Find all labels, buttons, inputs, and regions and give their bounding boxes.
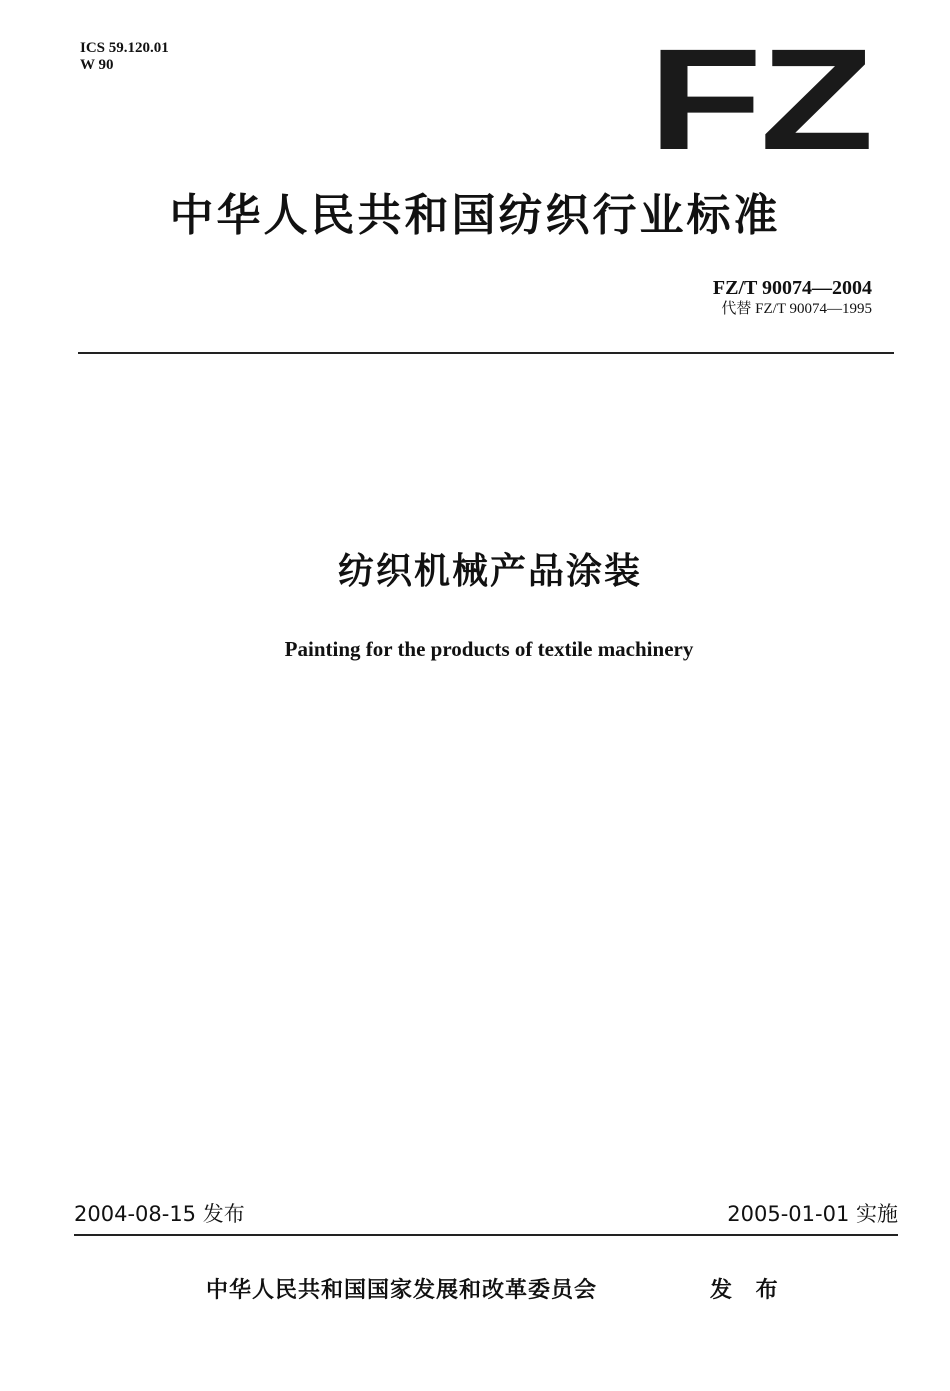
standard-code: FZ/T 90074—2004 — [712, 277, 872, 299]
bottom-divider — [74, 1234, 898, 1236]
publish-label: 发 布 — [710, 1278, 786, 1303]
classification-codes — [80, 40, 169, 74]
standard-category-title: 中华人民共和国纺织行业标准 — [169, 190, 781, 241]
fz-logo: FZ — [648, 19, 872, 180]
ccs-code: W 90 — [80, 57, 114, 73]
issuing-authority: 中华人民共和国国家发展和改革委员会 — [206, 1278, 598, 1303]
implementation-date: 2005-01-01 实施 — [727, 1202, 898, 1226]
issue-date: 2004-08-15 发布 — [74, 1202, 245, 1226]
standard-number-block — [713, 276, 872, 318]
top-divider — [78, 352, 894, 354]
replaces-code: 代替 FZ/T 90074—1995 — [721, 301, 872, 317]
ics-code: ICS 59.120.01 — [80, 40, 169, 56]
document-title-cn: 纺织机械产品涂装 — [337, 551, 642, 592]
document-title-en: Painting for the products of textile machinery — [284, 637, 694, 661]
